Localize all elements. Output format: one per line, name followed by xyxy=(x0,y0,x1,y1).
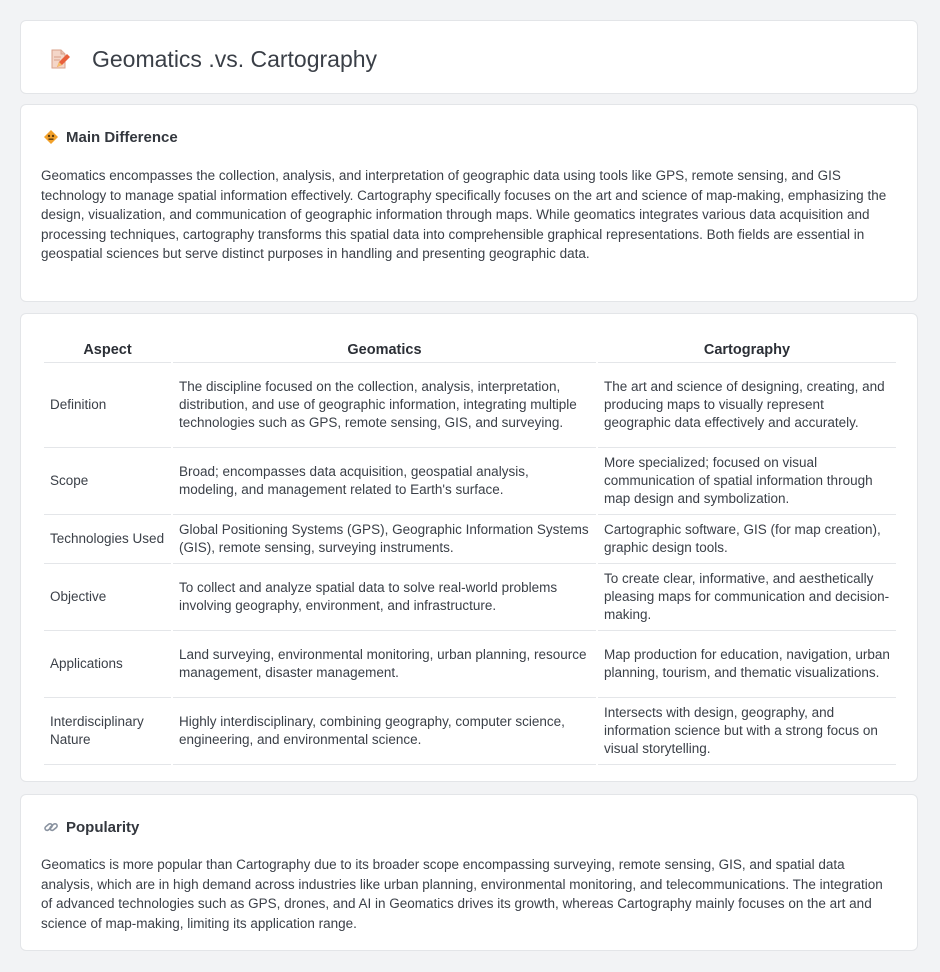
cell-geomatics: Land surveying, environmental monitoring, urban planning, resource management, disaster management. xyxy=(173,631,596,698)
cell-cartography: The art and science of designing, creating, and producing maps to visually represent geographic data effectively and accurately. xyxy=(598,363,896,448)
popularity-card xyxy=(20,794,918,951)
cell-aspect: Scope xyxy=(44,448,171,515)
main-difference-heading xyxy=(43,127,178,147)
popularity-heading xyxy=(43,817,139,837)
header-aspect: Aspect xyxy=(44,332,171,363)
table-row xyxy=(44,515,896,564)
page-title: Geomatics .vs. Cartography xyxy=(92,46,378,72)
table-row xyxy=(44,363,896,448)
cell-cartography: To create clear, informative, and aesthetically pleasing maps for communication and decision-making. xyxy=(598,564,896,631)
comparison-table-card xyxy=(20,313,918,782)
cell-cartography: Cartographic software, GIS (for map creation), graphic design tools. xyxy=(598,515,896,564)
link-icon xyxy=(43,819,59,835)
cell-cartography: Map production for education, navigation, urban planning, tourism, and thematic visualizations. xyxy=(598,631,896,698)
cell-aspect: Definition xyxy=(44,363,171,448)
header-card xyxy=(20,20,918,94)
table-row xyxy=(44,698,896,765)
cell-geomatics: Broad; encompasses data acquisition, geospatial analysis, modeling, and management related to Earth's surface. xyxy=(173,448,596,515)
header-cartography: Cartography xyxy=(598,332,896,363)
main-difference-title: Main Difference xyxy=(66,128,178,146)
cell-aspect: Objective xyxy=(44,564,171,631)
main-difference-text: Geomatics encompasses the collection, analysis, and interpretation of geographic data using tools like GPS, remote sensing, and GIS technology to manage spatial information effectively. Cartography specifically focuses on the art and science of map-making, emphasizing the design, visualization, and communication of geographic information through maps. While geomatics integrates various data acquisition and processing techniques, cartography transforms this spatial data into comprehensible graphical representations. Both fields are essential in geospatial sciences but serve distinct purposes in handling and presenting geographic data. xyxy=(41,168,887,261)
cell-aspect: Applications xyxy=(44,631,171,698)
table-row xyxy=(44,448,896,515)
table-row xyxy=(44,631,896,698)
table-header-row xyxy=(44,332,896,363)
cell-aspect: Technologies Used xyxy=(44,515,171,564)
popularity-text: Geomatics is more popular than Cartography due to its broader scope encompassing surveying, remote sensing, GIS, and spatial data analysis, which are in high demand across industries like urban planning, environmental monitoring, and telecommunications. The integration of advanced technologies such as GPS, drones, and AI in Geomatics drives its growth, whereas Cartography mainly focuses on the art and science of map-making, limiting its application range. xyxy=(41,857,883,931)
main-difference-card xyxy=(20,104,918,302)
cell-cartography: Intersects with design, geography, and information science but with a strong focus on visual storytelling. xyxy=(598,698,896,765)
cell-geomatics: Highly interdisciplinary, combining geography, computer science, engineering, and environmental science. xyxy=(173,698,596,765)
cell-cartography: More specialized; focused on visual communication of spatial information through map design and symbolization. xyxy=(598,448,896,515)
popularity-title: Popularity xyxy=(66,818,140,836)
document-pencil-icon xyxy=(48,48,70,70)
diamond-sign-icon xyxy=(43,129,59,145)
header-geomatics: Geomatics xyxy=(173,332,596,363)
cell-geomatics: Global Positioning Systems (GPS), Geographic Information Systems (GIS), remote sensing, surveying instruments. xyxy=(173,515,596,564)
cell-geomatics: To collect and analyze spatial data to solve real-world problems involving geography, environment, and infrastructure. xyxy=(173,564,596,631)
comparison-table xyxy=(42,332,898,765)
table-row xyxy=(44,564,896,631)
cell-geomatics: The discipline focused on the collection, analysis, interpretation, distribution, and use of geographic information, integrating multiple technologies such as GPS, remote sensing, GIS, and surveying. xyxy=(173,363,596,448)
cell-aspect: Interdisciplinary Nature xyxy=(44,698,171,765)
